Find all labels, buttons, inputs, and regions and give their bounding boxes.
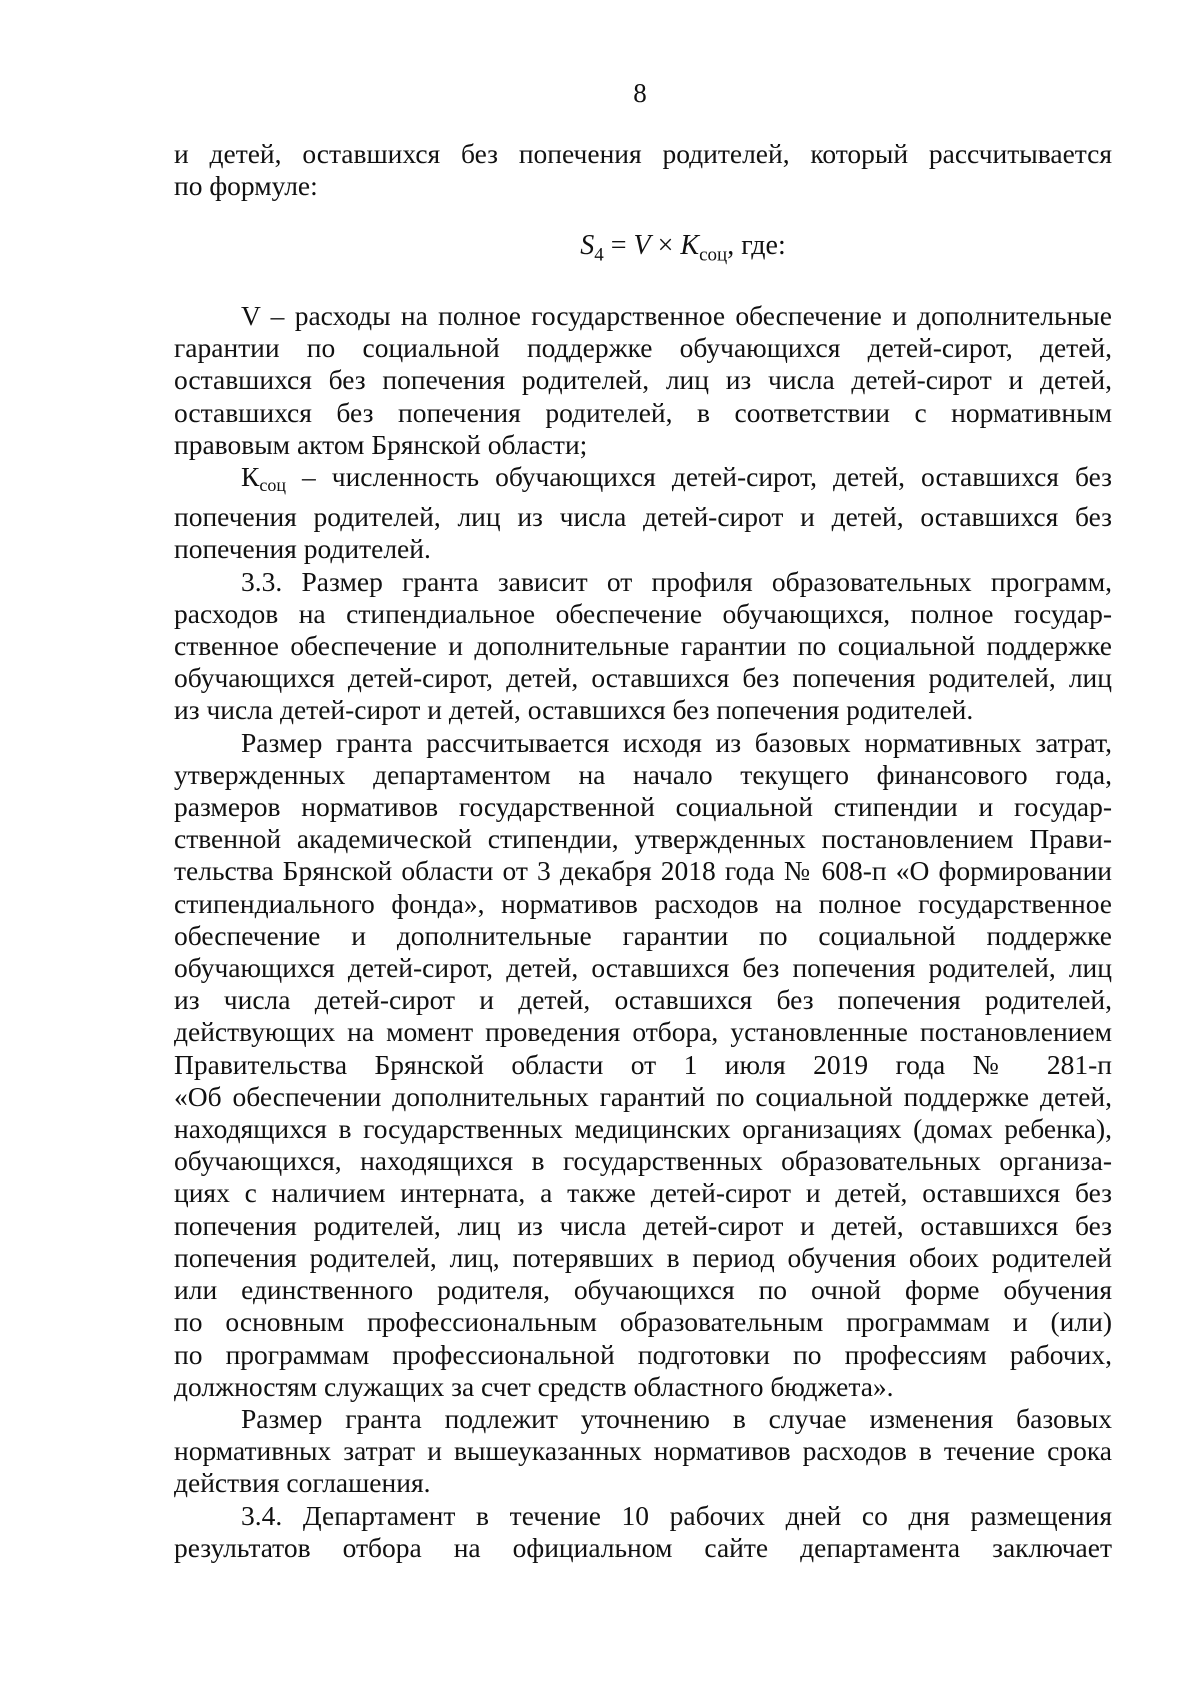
paragraph	[174, 138, 1112, 202]
text-line: из числа детей-сирот и детей, оставшихся без попечения родителей.	[174, 694, 974, 726]
text-line: попечения родителей.	[174, 533, 431, 565]
paragraph	[174, 727, 1112, 1403]
text-line: правовым актом Брянской области;	[174, 428, 588, 460]
page-number: 8	[633, 78, 647, 108]
text-line: размеров нормативов государственной социальной стипендии и государ-	[174, 791, 1112, 823]
paragraph	[174, 1403, 1112, 1500]
text-line: действия соглашения.	[174, 1467, 431, 1499]
text-line: попечения родителей, лиц из числа детей-сирот и детей, оставшихся без	[174, 501, 1112, 533]
paragraph	[174, 461, 1112, 566]
text-line: расходов на стипендиальное обеспечение обучающихся, полное государ-	[174, 597, 1112, 629]
formula-equals: =	[603, 230, 634, 262]
text-line: ственной академической стипендии, утвержденных постановлением Прави-	[174, 823, 1112, 855]
text-line: Размер гранта подлежит уточнению в случае изменения базовых	[241, 1402, 1112, 1434]
formula	[174, 228, 1112, 274]
text-line: действующих на момент проведения отбора, установленные постановлением	[174, 1016, 1112, 1048]
text-line: обучающихся детей-сирот, детей, оставшихся без попечения родителей, лиц	[174, 662, 1112, 694]
text-line: тельства Брянской области от 3 декабря 2018 года № 608-п «О формировании	[174, 855, 1112, 887]
text-line: из числа детей-сирот и детей, оставшихся без попечения родителей,	[174, 984, 1112, 1016]
text-line: и детей, оставшихся без попечения родителей, который рассчитывается	[174, 138, 1112, 169]
text-line: обеспечение и дополнительные гарантии по социальной поддержке	[174, 919, 1112, 951]
text-line: по формуле:	[174, 170, 318, 202]
text-line: по основным профессиональным образовательным программам и (или)	[174, 1306, 1112, 1338]
text-line: попечения родителей, лиц из числа детей-сирот и детей, оставшихся без	[174, 1209, 1112, 1241]
text-line: циях с наличием интерната, а также детей-сирот и детей, оставшихся без	[174, 1177, 1112, 1209]
text-line: оставшихся без попечения родителей, в соответствии с нормативным	[174, 396, 1112, 428]
formula-lhs: $S_4$	[580, 230, 604, 266]
text-line: 3.3. Размер гранта зависит от профиля образовательных программ,	[241, 565, 1112, 597]
text-line: Ксоц – численность обучающихся детей-сирот, детей, оставшихся без	[241, 461, 1112, 496]
formula-suffix: , где:	[727, 230, 786, 262]
text-line: или единственного родителя, обучающихся по очной форме обучения	[174, 1274, 1112, 1306]
paragraph	[174, 1500, 1112, 1564]
text-line: обучающихся, находящихся в государственных образовательных организа-	[174, 1145, 1112, 1177]
ksoc-symbol: Ксоц	[241, 461, 286, 496]
text-line: результатов отбора на официальном сайте департамента заключает	[174, 1531, 1112, 1563]
text-line: должностям служащих за счет средств областного бюджета».	[174, 1370, 894, 1402]
paragraph	[174, 566, 1112, 727]
paragraph	[174, 300, 1112, 461]
text-line: Размер гранта рассчитывается исходя из базовых нормативных затрат,	[241, 726, 1112, 758]
document-body	[174, 138, 1112, 1564]
text-line: гарантии по социальной поддержке обучающихся детей-сирот, детей,	[174, 332, 1112, 364]
text-line: «Об обеспечении дополнительных гарантий по социальной поддержке детей,	[174, 1080, 1112, 1112]
formula-var-v: V	[633, 230, 651, 262]
text-line: находящихся в государственных медицинских организациях (домах ребенка),	[174, 1113, 1112, 1145]
text-line: ственное обеспечение и дополнительные гарантии по социальной поддержке	[174, 630, 1112, 662]
text-line: нормативных затрат и вышеуказанных нормативов расходов в течение срока	[174, 1435, 1112, 1467]
text-line: V – расходы на полное государственное обеспечение и дополнительные	[241, 300, 1112, 331]
text-line: по программам профессиональной подготовки по профессиям рабочих,	[174, 1338, 1112, 1370]
text-line: утвержденных департаментом на начало текущего финансового года,	[174, 758, 1112, 790]
text-line: Правительства Брянской области от 1 июля 2019 года № 281-п	[174, 1048, 1112, 1080]
formula-var-k: $K_{соц}$	[680, 230, 728, 266]
formula-times: ×	[650, 230, 681, 262]
text-line: попечения родителей, лиц, потерявших в период обучения обоих родителей	[174, 1241, 1112, 1273]
text-line: оставшихся без попечения родителей, лиц из числа детей-сирот и детей,	[174, 364, 1112, 396]
text-line: обучающихся детей-сирот, детей, оставшихся без попечения родителей, лиц	[174, 952, 1112, 984]
text-line: 3.4. Департамент в течение 10 рабочих дней со дня размещения	[241, 1499, 1112, 1531]
text-line: стипендиального фонда», нормативов расходов на полное государственное	[174, 887, 1112, 919]
